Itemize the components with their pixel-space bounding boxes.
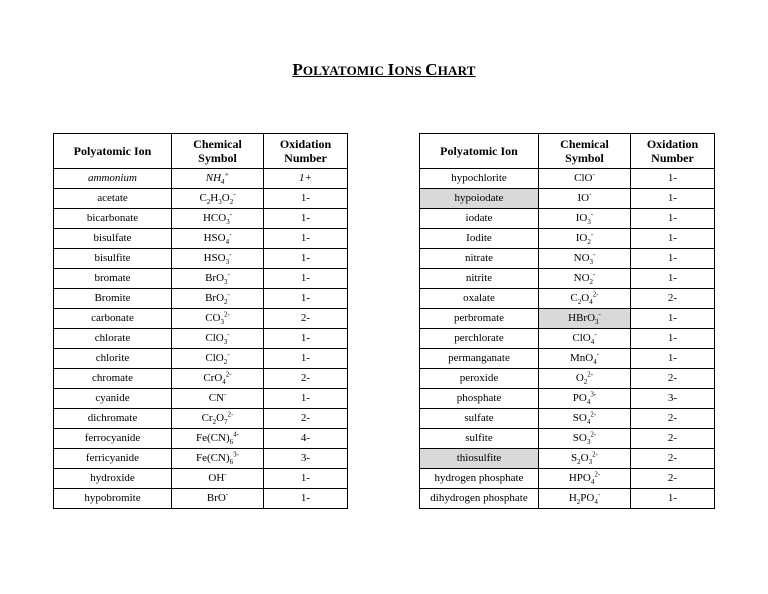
ion-name-cell: hydroxide: [54, 469, 172, 489]
table-row: [420, 189, 715, 209]
symbol-text: C: [570, 292, 578, 304]
symbol-charge: -: [598, 310, 601, 319]
symbol-charge: 2-: [590, 410, 597, 419]
symbol-subscript: 2: [587, 238, 591, 247]
symbol-subscript: 7: [224, 418, 228, 427]
ion-name-cell: chlorate: [54, 329, 172, 349]
symbol-subscript: 6: [229, 438, 234, 447]
symbol-charge: -: [596, 350, 600, 359]
symbol-subscript: 3: [220, 318, 224, 327]
symbol-text: S: [571, 452, 578, 464]
symbol-text: O: [580, 452, 589, 464]
symbol-charge: -: [227, 350, 230, 359]
symbol-charge: -: [227, 290, 230, 299]
ion-name-cell: Iodite: [420, 229, 539, 249]
table-row: [420, 409, 715, 429]
table-row: [420, 389, 715, 409]
chemical-symbol-cell: [172, 429, 264, 449]
chemical-symbol-cell: [172, 329, 264, 349]
symbol-text: O: [216, 412, 225, 424]
symbol-text: PO: [580, 492, 595, 504]
chemical-symbol-cell: [172, 269, 264, 289]
symbol-text: Cr: [201, 412, 213, 424]
oxidation-number-cell: 2-: [264, 309, 348, 329]
table-row: [420, 489, 715, 509]
symbol-text: MnO: [569, 352, 594, 364]
oxidation-number-cell: 1-: [631, 249, 715, 269]
ion-name-cell: peroxide: [420, 369, 539, 389]
chemical-symbol-cell: [539, 329, 631, 349]
symbol-text: HPO: [568, 472, 591, 484]
table-row: [54, 229, 348, 249]
symbol-subscript: 2: [229, 198, 234, 207]
ion-name-cell: bisulfate: [54, 229, 172, 249]
symbol-charge: -: [223, 390, 227, 399]
symbol-text: H: [210, 192, 219, 204]
chemical-symbol-cell: [539, 349, 631, 369]
oxidation-number-cell: 1-: [631, 349, 715, 369]
chemical-symbol-cell: [172, 349, 264, 369]
symbol-text: HCO: [202, 212, 227, 224]
oxidation-number-cell: 1-: [264, 229, 348, 249]
ion-name-cell: bisulfite: [54, 249, 172, 269]
symbol-subscript: 4: [590, 338, 595, 347]
table-row: [54, 269, 348, 289]
oxidation-number-cell: 1-: [631, 269, 715, 289]
table-row: [420, 289, 715, 309]
symbol-charge: -: [597, 490, 601, 499]
oxidation-number-cell: 2-: [631, 369, 715, 389]
symbol-subscript: 3: [224, 278, 228, 287]
symbol-text: ClO: [205, 352, 224, 364]
oxidation-number-cell: 2-: [631, 409, 715, 429]
ion-name-cell: sulfate: [420, 409, 539, 429]
oxidation-number-cell: 2-: [264, 409, 348, 429]
symbol-charge: 2-: [227, 410, 234, 419]
ion-name-cell: ferricyanide: [54, 449, 172, 469]
symbol-subscript: 3: [225, 258, 230, 267]
table-row: [54, 409, 348, 429]
ion-name-cell: permanganate: [420, 349, 539, 369]
header-row: [54, 134, 348, 169]
symbol-subscript: 3: [589, 258, 594, 267]
oxidation-number-cell: 1-: [264, 189, 348, 209]
symbol-text: ClO: [574, 172, 593, 184]
symbol-text: H: [568, 492, 577, 504]
table-row: [54, 429, 348, 449]
ion-name-cell: oxalate: [420, 289, 539, 309]
chemical-symbol-cell: [539, 169, 631, 189]
ion-name-cell: carbonate: [54, 309, 172, 329]
symbol-subscript: 2: [206, 198, 211, 207]
chemical-symbol-cell: [539, 309, 631, 329]
oxidation-number-cell: 1-: [631, 329, 715, 349]
symbol-text: BrO: [205, 292, 225, 304]
chemical-symbol-cell: [172, 309, 264, 329]
ion-name-cell: hypobromite: [54, 489, 172, 509]
symbol-text: Fe(CN): [196, 452, 230, 464]
table-row: [54, 189, 348, 209]
table-row: [420, 169, 715, 189]
oxidation-number-cell: 1-: [264, 329, 348, 349]
oxidation-number-cell: 2-: [631, 429, 715, 449]
symbol-charge: -: [592, 170, 595, 179]
symbol-subscript: 3: [226, 218, 230, 227]
symbol-text: ClO: [205, 332, 224, 344]
oxidation-number-cell: 1-: [264, 469, 348, 489]
ion-name-cell: perchlorate: [420, 329, 539, 349]
table-row: [420, 449, 715, 469]
symbol-subscript: 4: [221, 178, 225, 187]
symbol-text: OH: [208, 472, 225, 484]
symbol-subscript: 2: [224, 298, 228, 307]
table-row: [420, 369, 715, 389]
table-row: [54, 449, 348, 469]
symbol-subscript: 6: [229, 458, 234, 467]
oxidation-number-cell: 1-: [631, 229, 715, 249]
chemical-symbol-cell: [172, 409, 264, 429]
table-row: [54, 209, 348, 229]
symbol-subscript: 3: [586, 438, 591, 447]
table-row: [54, 169, 348, 189]
symbol-charge: 3-: [233, 450, 239, 459]
ion-name-cell: perbromate: [420, 309, 539, 329]
symbol-subscript: 4: [586, 418, 591, 427]
oxidation-number-cell: 1-: [631, 209, 715, 229]
symbol-charge: +: [224, 170, 230, 179]
symbol-text: O: [581, 292, 590, 304]
column-header-symbol: Chemical Symbol: [172, 134, 264, 169]
symbol-charge: 2-: [587, 370, 594, 379]
symbol-subscript: 3: [218, 198, 222, 207]
symbol-text: NO: [573, 272, 590, 284]
symbol-subscript: 2: [212, 418, 217, 427]
symbol-text: IO: [575, 212, 588, 224]
chemical-symbol-cell: [539, 269, 631, 289]
oxidation-number-cell: 1-: [631, 489, 715, 509]
chemical-symbol-cell: [539, 489, 631, 509]
ion-name-cell: hypochlorite: [420, 169, 539, 189]
chemical-symbol-cell: [172, 489, 264, 509]
chemical-symbol-cell: [539, 409, 631, 429]
symbol-text: IO: [577, 192, 590, 204]
symbol-subscript: 3: [595, 318, 599, 327]
table-row: [420, 249, 715, 269]
symbol-subscript: 2: [577, 298, 582, 307]
symbol-subscript: 2: [223, 358, 228, 367]
table-row: [54, 489, 348, 509]
oxidation-number-cell: 2-: [264, 369, 348, 389]
chemical-symbol-cell: [172, 469, 264, 489]
ion-name-cell: hydrogen phosphate: [420, 469, 539, 489]
ion-name-cell: Bromite: [54, 289, 172, 309]
chemical-symbol-cell: [539, 289, 631, 309]
symbol-charge: 3-: [590, 390, 597, 399]
chemical-symbol-cell: [172, 449, 264, 469]
symbol-charge: -: [590, 230, 594, 239]
chemical-symbol-cell: [539, 369, 631, 389]
symbol-subscript: 3: [223, 338, 228, 347]
symbol-charge: 2-: [592, 450, 598, 459]
ion-name-cell: dichromate: [54, 409, 172, 429]
header-row: [420, 134, 715, 169]
ions-table-left: [53, 133, 348, 509]
symbol-charge: -: [227, 330, 230, 339]
ion-name-cell: thiosulfite: [420, 449, 539, 469]
symbol-subscript: 2: [589, 278, 594, 287]
ion-name-cell: dihydrogen phosphate: [420, 489, 539, 509]
symbol-text: CN: [208, 392, 224, 404]
table-row: [420, 329, 715, 349]
symbol-text: SO: [572, 412, 587, 424]
column-header-ion: Polyatomic Ion: [420, 134, 539, 169]
chemical-symbol-cell: [172, 169, 264, 189]
symbol-subscript: 4: [225, 238, 230, 247]
symbol-subscript: 2: [576, 498, 581, 507]
chemical-symbol-cell: [539, 389, 631, 409]
symbol-charge: -: [229, 250, 232, 259]
symbol-subscript: 4: [594, 498, 598, 507]
symbol-subscript: 4: [590, 478, 595, 487]
symbol-charge: 4-: [233, 430, 239, 439]
symbol-charge: -: [590, 210, 594, 219]
symbol-text: BrO: [205, 272, 225, 284]
symbol-subscript: 4: [222, 378, 226, 387]
ion-name-cell: acetate: [54, 189, 172, 209]
table-row: [420, 229, 715, 249]
column-header-oxidation: Oxidation Number: [264, 134, 348, 169]
symbol-charge: 2-: [592, 290, 599, 299]
table-row: [54, 309, 348, 329]
ion-name-cell: ferrocyanide: [54, 429, 172, 449]
symbol-text: Fe(CN): [196, 432, 230, 444]
symbol-text: NO: [573, 252, 590, 264]
oxidation-number-cell: 4-: [264, 429, 348, 449]
oxidation-number-cell: 1-: [264, 249, 348, 269]
table-row: [54, 349, 348, 369]
oxidation-number-cell: 1-: [631, 309, 715, 329]
symbol-charge: -: [229, 230, 232, 239]
symbol-text: HBrO: [568, 312, 596, 324]
chemical-symbol-cell: [172, 209, 264, 229]
symbol-text: BrO: [206, 492, 226, 504]
ion-name-cell: bromate: [54, 269, 172, 289]
symbol-text: NH: [205, 172, 222, 184]
ion-name-cell: chlorite: [54, 349, 172, 369]
chemical-symbol-cell: [539, 189, 631, 209]
symbol-text: ClO: [572, 332, 591, 344]
table-row: [420, 269, 715, 289]
symbol-text: O: [221, 192, 230, 204]
table-row: [54, 389, 348, 409]
page-title: POLYATOMIC IONS CHART: [292, 60, 476, 79]
table-row: [420, 469, 715, 489]
ion-name-cell: cyanide: [54, 389, 172, 409]
chemical-symbol-cell: [172, 389, 264, 409]
symbol-charge: 2-: [223, 310, 230, 319]
chemical-symbol-cell: [172, 289, 264, 309]
table-row: [420, 349, 715, 369]
oxidation-number-cell: 1-: [631, 169, 715, 189]
symbol-charge: 2-: [594, 470, 601, 479]
symbol-charge: -: [227, 270, 230, 279]
symbol-charge: -: [225, 490, 229, 499]
ion-name-cell: phosphate: [420, 389, 539, 409]
ion-name-cell: chromate: [54, 369, 172, 389]
symbol-text: O: [575, 372, 584, 384]
symbol-subscript: 2: [577, 458, 581, 467]
table-row: [420, 209, 715, 229]
table-row: [420, 429, 715, 449]
oxidation-number-cell: 1-: [631, 189, 715, 209]
table-row: [54, 289, 348, 309]
symbol-charge: -: [224, 470, 227, 479]
ion-name-cell: iodate: [420, 209, 539, 229]
table-row: [54, 469, 348, 489]
symbol-subscript: 2: [583, 378, 588, 387]
ion-name-cell: sulfite: [420, 429, 539, 449]
oxidation-number-cell: 1-: [264, 349, 348, 369]
symbol-text: HSO: [203, 232, 226, 244]
column-header-oxidation: Oxidation Number: [631, 134, 715, 169]
oxidation-number-cell: 1-: [264, 209, 348, 229]
column-header-ion: Polyatomic Ion: [54, 134, 172, 169]
oxidation-number-cell: 2-: [631, 289, 715, 309]
oxidation-number-cell: 2-: [631, 449, 715, 469]
ion-name-cell: nitrite: [420, 269, 539, 289]
symbol-text: SO: [572, 432, 587, 444]
table-row: [420, 309, 715, 329]
ions-table-right: [419, 133, 715, 509]
symbol-subscript: 3: [588, 458, 593, 467]
symbol-subscript: 4: [589, 298, 593, 307]
chemical-symbol-cell: [539, 229, 631, 249]
chemical-symbol-cell: [539, 449, 631, 469]
symbol-text: CrO: [203, 372, 223, 384]
symbol-charge: -: [589, 190, 592, 199]
oxidation-number-cell: 1-: [264, 489, 348, 509]
ion-name-cell: hypoiodate: [420, 189, 539, 209]
column-header-symbol: Chemical Symbol: [539, 134, 631, 169]
symbol-text: PO: [572, 392, 587, 404]
chemical-symbol-cell: [172, 249, 264, 269]
ion-name-cell: ammonium: [54, 169, 172, 189]
symbol-charge: -: [594, 330, 597, 339]
symbol-charge: -: [233, 190, 236, 199]
oxidation-number-cell: 1-: [264, 269, 348, 289]
ion-name-cell: nitrate: [420, 249, 539, 269]
oxidation-number-cell: 1+: [264, 169, 348, 189]
ion-name-cell: bicarbonate: [54, 209, 172, 229]
chemical-symbol-cell: [172, 229, 264, 249]
chemical-symbol-cell: [539, 429, 631, 449]
oxidation-number-cell: 2-: [631, 469, 715, 489]
symbol-subscript: 4: [593, 358, 597, 367]
table-row: [54, 249, 348, 269]
chemical-symbol-cell: [172, 189, 264, 209]
table-row: [54, 329, 348, 349]
symbol-text: HSO: [203, 252, 226, 264]
symbol-text: IO: [575, 232, 588, 244]
chemical-symbol-cell: [539, 469, 631, 489]
symbol-charge: -: [593, 250, 596, 259]
table-row: [54, 369, 348, 389]
oxidation-number-cell: 3-: [264, 449, 348, 469]
oxidation-number-cell: 3-: [631, 389, 715, 409]
oxidation-number-cell: 1-: [264, 389, 348, 409]
chemical-symbol-cell: [172, 369, 264, 389]
symbol-charge: -: [593, 270, 596, 279]
symbol-subscript: 4: [586, 398, 591, 407]
symbol-charge: -: [229, 210, 233, 219]
chemical-symbol-cell: [539, 209, 631, 229]
symbol-charge: 2-: [225, 370, 232, 379]
symbol-text: CO: [205, 312, 221, 324]
oxidation-number-cell: 1-: [264, 289, 348, 309]
chemical-symbol-cell: [539, 249, 631, 269]
symbol-text: C: [199, 192, 207, 204]
symbol-charge: 2-: [590, 430, 597, 439]
symbol-subscript: 3: [587, 218, 591, 227]
